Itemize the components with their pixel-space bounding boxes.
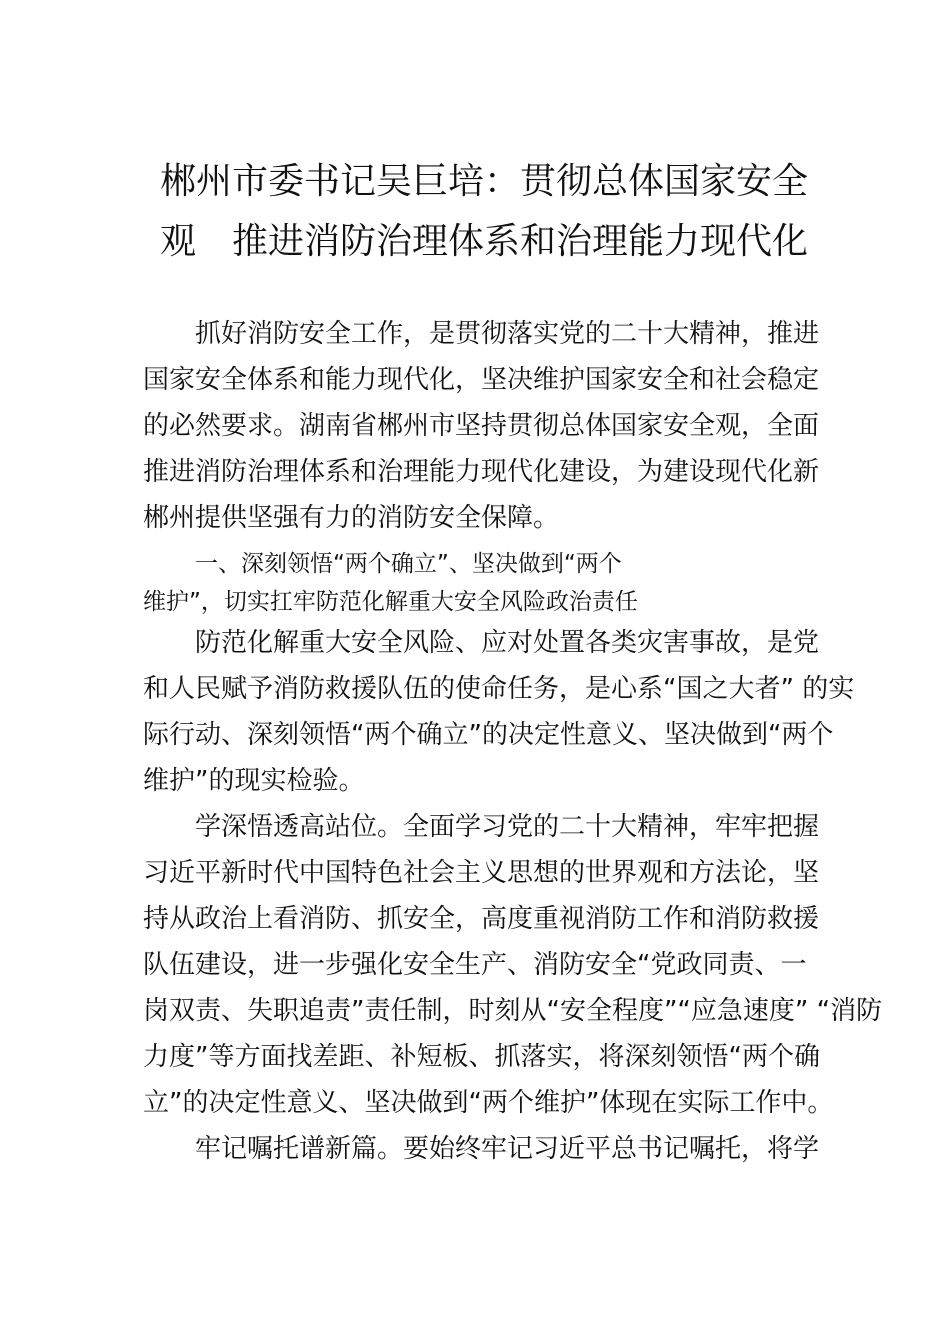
paragraph-4-line-1: 牢记嘱托谱新篇。要始终牢记习近平总书记嘱托，将学 xyxy=(195,1134,820,1164)
paragraph-1-line-1: 抓好消防安全工作，是贯彻落实党的二十大精神，推进 xyxy=(195,319,820,349)
paragraph-2-line-2: 和人民赋予消防救援队伍的使命任务，是心系“国之大者” 的实 xyxy=(143,674,855,704)
paragraph-1-line-5: 郴州提供坚强有力的消防安全保障。 xyxy=(143,503,560,533)
paragraph-3-line-4: 队伍建设，进一步强化安全生产、消防安全“党政同责、一 xyxy=(143,950,807,980)
paragraph-3-line-2: 习近平新时代中国特色社会主义思想的世界观和方法论，坚 xyxy=(143,858,820,888)
document-title-line-2: 观 推进消防治理体系和治理能力现代化 xyxy=(160,221,809,262)
paragraph-3-line-6: 力度”等方面找差距、补短板、抓落实，将深刻领悟“两个确 xyxy=(143,1042,820,1072)
paragraph-3-line-7: 立”的决定性意义、坚决做到“两个维护”体现在实际工作中。 xyxy=(143,1088,834,1118)
paragraph-3-line-3: 持从政治上看消防、抓安全，高度重视消防工作和消防救援 xyxy=(143,904,820,934)
paragraph-1-line-4: 推进消防治理体系和治理能力现代化建设，为建设现代化新 xyxy=(143,457,820,487)
paragraph-2-line-4: 维护”的现实检验。 xyxy=(143,766,365,796)
section-heading-line-2: 维护”，切实扛牢防范化解重大安全风险政治责任 xyxy=(143,589,638,615)
document-title-line-1: 郴州市委书记吴巨培：贯彻总体国家安全 xyxy=(160,161,809,202)
paragraph-2-line-3: 际行动、深刻领悟“两个确立”的决定性意义、坚决做到“两个 xyxy=(143,720,834,750)
paragraph-3-line-5: 岗双责、失职追责”责任制，时刻从“安全程度”“应急速度” “消防 xyxy=(143,996,883,1026)
paragraph-3-line-1: 学深悟透高站位。全面学习党的二十大精神，牢牢把握 xyxy=(195,812,820,842)
paragraph-2-line-1: 防范化解重大安全风险、应对处置各类灾害事故，是党 xyxy=(195,628,820,658)
paragraph-1-line-2: 国家安全体系和能力现代化，坚决维护国家安全和社会稳定 xyxy=(143,365,820,395)
paragraph-1-line-3: 的必然要求。湖南省郴州市坚持贯彻总体国家安全观，全面 xyxy=(143,411,820,441)
section-heading-line-1: 一、深刻领悟“两个确立”、坚决做到“两个 xyxy=(195,551,622,577)
